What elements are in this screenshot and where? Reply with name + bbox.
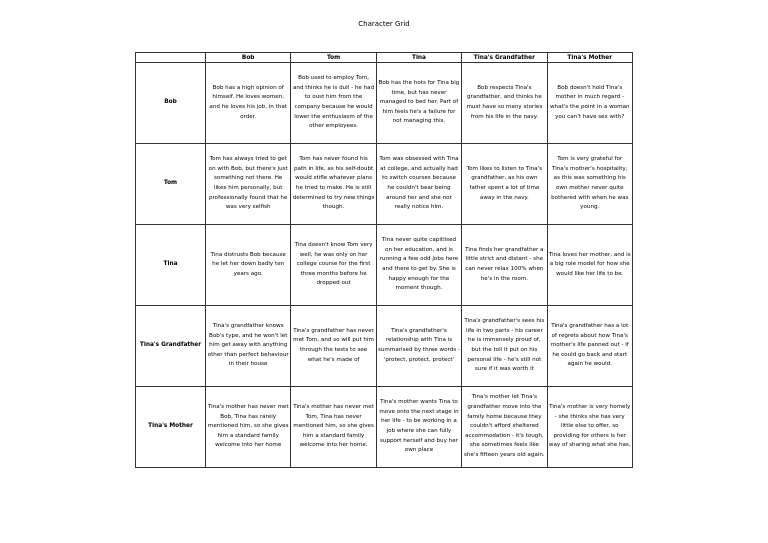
row-header: Tina's Mother	[136, 387, 206, 468]
column-header: Tina's Grandfather	[462, 53, 547, 63]
table-cell: Tina distrusts Bob because he let her down badly ten years ago.	[206, 225, 291, 306]
table-cell: Tina doesn't know Tom very well, he was only on her college course for the first three months before he dropped out	[291, 225, 376, 306]
table-row	[136, 387, 633, 468]
page-title: Character Grid	[358, 20, 410, 28]
character-grid-table	[135, 52, 633, 468]
row-header: Bob	[136, 63, 206, 144]
table-cell: Tina's grandfather has a lot of regrets about how Tina's mother's life panned out - if he could go back and start again he would.	[547, 306, 632, 387]
table-cell: Bob respects Tina's grandfather, and thinks he must have so many stories from his life in the navy.	[462, 63, 547, 144]
table-cell: Tom is very grateful for Tina's mother's hospitality, as this was something his own mother never quite bothered with when he was young.	[547, 144, 632, 225]
table-cell: Tina's mother is very homely - she thinks she has very little else to offer, so providing for others is her way of sharing what she has.	[547, 387, 632, 468]
table-row	[136, 144, 633, 225]
table-cell: Tom has never found his path in life, as his self-doubt would stifle whatever plans he tried to make. He is still determined to try new things though.	[291, 144, 376, 225]
table-cell: Tina finds her grandfather a little strict and distant - she can never relax 100% when he's in the room.	[462, 225, 547, 306]
table-cell: Bob has the hots for Tina big time, but has never managed to bed her. Part of him feels he's a failure for not managing this.	[376, 63, 461, 144]
row-header: Tina's Grandfather	[136, 306, 206, 387]
table-row	[136, 306, 633, 387]
table-cell: Tina loves her mother, and is a big role model for how she would like her life to be.	[547, 225, 632, 306]
table-cell: Tom has always tried to get on with Bob, but there's just something not there. He likes him personally, but professionally found that he was very selfish	[206, 144, 291, 225]
row-header: Tina	[136, 225, 206, 306]
table-cell: Bob has a high opinion of himself. He loves women, and he loves his job, in that order.	[206, 63, 291, 144]
table-cell: Tom was obsessed with Tina at college, and actually had to switch courses because he couldn't bear being around her and she not really notice him.	[376, 144, 461, 225]
column-header: Bob	[206, 53, 291, 63]
table-cell: Tina's grandfather's relationship with Tina is summarised by three words - 'protect, protect, protect'	[376, 306, 461, 387]
table-row	[136, 225, 633, 306]
table-cell: Tina's mother let Tina's grandfather move into the family home because they couldn't afford sheltered accommodation - it's tough, she sometimes feels like she's fifteen years old again.	[462, 387, 547, 468]
table-cell: Tina's mother wants Tina to move onto the next stage in her life - to be working in a job where she can fully support herself and buy her own place	[376, 387, 461, 468]
table-cell: Tina's mother has never met Tom, Tina has never mentioned him, so she gives him a standard family welcome into her home.	[291, 387, 376, 468]
table-cell: Tina's mother has never met Bob, Tina has rarely mentioned him, so she gives him a standard family welcome into her home	[206, 387, 291, 468]
table-cell: Tina's grandfather knows Bob's type, and he won't let him get away with anything other than perfect behaviour in their house	[206, 306, 291, 387]
column-header: Tom	[291, 53, 376, 63]
table-cell: Tina's grandfather has never met Tom, and so will put him through the tests to see what he's made of	[291, 306, 376, 387]
column-header: Tina's Mother	[547, 53, 632, 63]
corner-cell	[136, 53, 206, 63]
column-header: Tina	[376, 53, 461, 63]
table-row	[136, 63, 633, 144]
table-cell: Bob used to employ Tom, and thinks he is dull - he had to oust him from the company because he would lower the enthusiasm of the other employees.	[291, 63, 376, 144]
table-cell: Bob doesn't hold Tina's mother in much regard - what's the point in a woman you can't have sex with?	[547, 63, 632, 144]
header-row	[136, 53, 633, 63]
table-cell: Tina's grandfather's sees his life in two parts - his career he is immensely proud of, but the toll it put on his personal life - he's still not sure if it was worth it	[462, 306, 547, 387]
row-header: Tom	[136, 144, 206, 225]
table-cell: Tom likes to listen to Tina's grandfather, as his own father spent a lot of time away in the navy.	[462, 144, 547, 225]
table-cell: Tina never quite capitlised on her education, and is running a few odd jobs here and there to get by. She is happy enough for the moment though.	[376, 225, 461, 306]
